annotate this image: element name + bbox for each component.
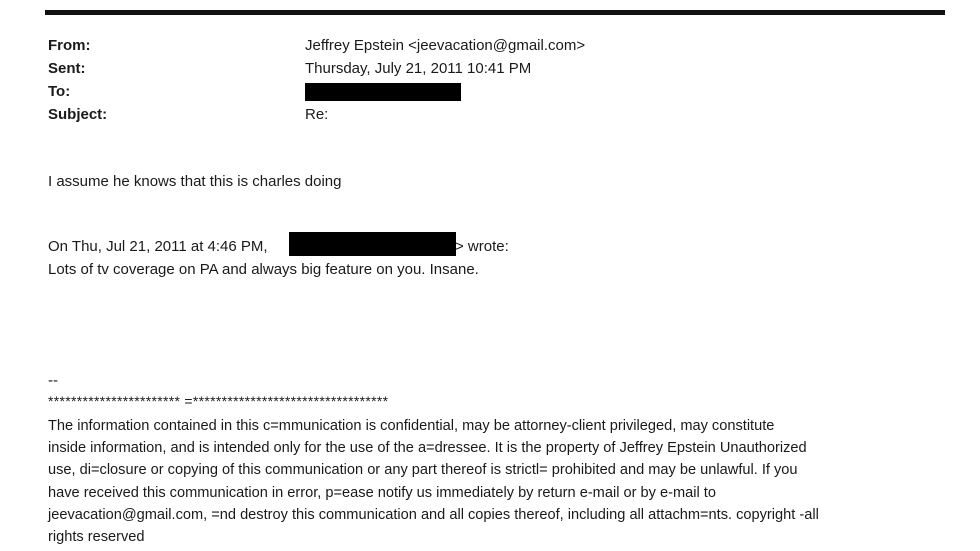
disclaimer-line: inside information, and is intended only for the use of the a=dressee. It is the property of Jeffrey Epstein Unauthorized (48, 440, 807, 457)
signature-dashes: -- (48, 372, 58, 389)
disclaimer-line: The information contained in this c=mmunication is confidential, may be attorney-client privileged, may constitute (48, 418, 775, 434)
sent-label: Sent: (48, 60, 86, 77)
signature-stars: *********************** =********************************** (48, 393, 389, 409)
disclaimer (48, 415, 948, 548)
to-label: To: (48, 83, 71, 100)
quote-intro-prefix: On Thu, Jul 21, 2011 at 4:46 PM, (48, 238, 268, 255)
from-value: Jeffrey Epstein <jeevacation@gmail.com> (305, 37, 586, 54)
disclaimer-line: use, di=closure or copying of this communication or any part thereof is strictl= prohibited and may be unlawful. If you (48, 462, 798, 479)
disclaimer-line: have received this communication in error, p=ease notify us immediately by return e-mail or by e-mail to (48, 484, 716, 501)
sent-value: Thursday, July 21, 2011 10:41 PM (305, 60, 532, 77)
subject-label: Subject: (48, 106, 108, 123)
top-rule (45, 10, 945, 15)
sender-redaction (289, 232, 456, 256)
to-redaction (305, 83, 461, 101)
quoted-text: Lots of tv coverage on PA and always big feature on you. Insane. (48, 261, 479, 278)
reply-text: I assume he knows that this is charles doing (48, 173, 342, 190)
quote-intro-suffix: > wrote: (455, 238, 509, 255)
from-label: From: (48, 37, 91, 54)
subject-value: Re: (305, 106, 329, 123)
disclaimer-line: rights reserved (48, 529, 145, 546)
disclaimer-line: jeevacation@gmail.com, =nd destroy this communication and all copies thereof, including all attachm=nts. copyright -all (48, 506, 819, 523)
